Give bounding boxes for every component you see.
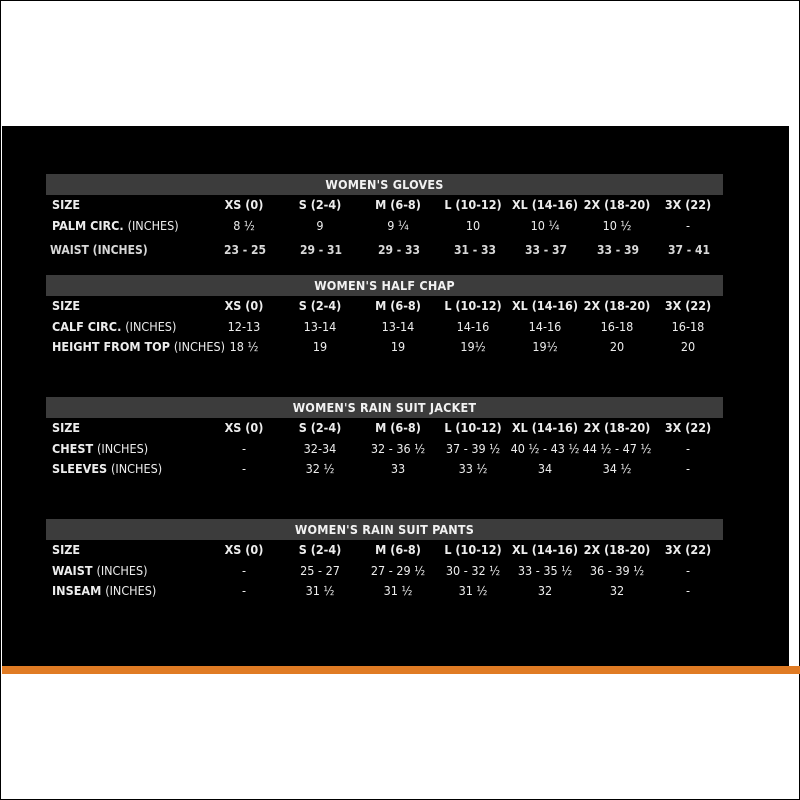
table-cell: 44 ½ - 47 ½ — [582, 440, 652, 456]
table-row — [46, 561, 723, 582]
table-cell: 27 - 29 ½ — [370, 562, 426, 578]
cut-row-value: 31 - 33 — [454, 243, 497, 257]
table-row — [46, 581, 723, 602]
table-cell: 10 ¼ — [530, 217, 560, 233]
size-cell: 2X (18-20) — [583, 420, 651, 435]
table-cell: - — [241, 562, 247, 578]
size-label: SIZE — [52, 542, 81, 557]
table-cell: 32 - 36 ½ — [370, 440, 426, 456]
table-title: WOMEN'S HALF CHAP — [46, 275, 723, 296]
gloves-table — [46, 174, 723, 236]
size-label: SIZE — [52, 420, 81, 435]
cut-row-value: 23 - 25 — [224, 243, 267, 257]
cut-row-value: 33 - 39 — [597, 243, 640, 257]
size-cell: S (2-4) — [298, 542, 342, 557]
size-cell: XS (0) — [224, 542, 264, 557]
cut-off-waist-row — [2, 243, 789, 261]
size-cell: XL (14-16) — [512, 298, 578, 313]
table-cell: 25 - 27 — [300, 562, 340, 578]
cut-row-value: 33 - 37 — [525, 243, 568, 257]
row-label: PALM CIRC. (INCHES) — [52, 217, 179, 233]
table-cell: 8 ½ — [233, 217, 255, 233]
table-cell: 10 — [465, 217, 481, 233]
table-cell: 31 ½ — [305, 583, 335, 598]
size-cell: M (6-8) — [375, 298, 421, 313]
cut-row-value: 37 - 41 — [668, 243, 711, 257]
table-row — [46, 216, 723, 237]
size-cell: 3X (22) — [664, 542, 712, 557]
table-cell: - — [241, 440, 247, 456]
table-cell: 32 ½ — [305, 461, 335, 476]
size-cell: S (2-4) — [298, 197, 342, 212]
table-row — [46, 439, 723, 460]
size-cell: 3X (22) — [664, 420, 712, 435]
table-title: WOMEN'S RAIN SUIT JACKET — [46, 397, 723, 418]
table-cell: - — [685, 562, 691, 578]
table-cell: 34 — [537, 461, 553, 476]
size-cell: 2X (18-20) — [583, 197, 651, 212]
size-cell: 2X (18-20) — [583, 298, 651, 313]
size-cell: L (10-12) — [444, 542, 502, 557]
table-title: WOMEN'S RAIN SUIT PANTS — [46, 519, 723, 540]
size-cell: L (10-12) — [444, 197, 502, 212]
size-cell: 3X (22) — [664, 298, 712, 313]
size-cell: M (6-8) — [375, 197, 421, 212]
size-cell: XS (0) — [224, 197, 264, 212]
table-cell: 40 ½ - 43 ½ — [510, 440, 580, 456]
table-row — [46, 459, 723, 480]
table-cell: - — [685, 583, 691, 598]
table-cell: 37 - 39 ½ — [445, 440, 501, 456]
table-cell: 19 — [312, 339, 328, 354]
table-cell: 14-16 — [456, 318, 490, 334]
size-cell: M (6-8) — [375, 542, 421, 557]
size-cell: XL (14-16) — [512, 420, 578, 435]
size-row — [46, 418, 723, 439]
table-cell: 13-14 — [381, 318, 415, 334]
table-cell: - — [241, 583, 247, 598]
size-row — [46, 296, 723, 317]
table-cell: 19 — [390, 339, 406, 354]
table-cell: 14-16 — [528, 318, 562, 334]
rain-suit-pants-table — [46, 519, 723, 602]
size-row — [46, 195, 723, 216]
size-cell: XL (14-16) — [512, 542, 578, 557]
size-chart-panel — [2, 126, 789, 666]
row-label: HEIGHT FROM TOP (INCHES) — [52, 339, 225, 354]
table-cell: 20 — [609, 339, 625, 354]
table-cell: - — [241, 461, 247, 476]
size-cell: XS (0) — [224, 420, 264, 435]
size-cell: XL (14-16) — [512, 197, 578, 212]
table-cell: 31 ½ — [383, 583, 413, 598]
table-cell: 10 ½ — [602, 217, 632, 233]
table-cell: - — [685, 217, 691, 233]
size-cell: S (2-4) — [298, 420, 342, 435]
table-cell: 32 — [537, 583, 553, 598]
size-cell: 2X (18-20) — [583, 542, 651, 557]
row-label: SLEEVES (INCHES) — [52, 461, 163, 476]
table-cell: 20 — [680, 339, 696, 354]
orange-accent-bar — [2, 666, 800, 674]
size-label: SIZE — [52, 197, 81, 212]
size-cell: L (10-12) — [444, 420, 502, 435]
cut-row-label: WAIST (INCHES) — [50, 243, 148, 257]
table-cell: 18 ½ — [229, 339, 259, 354]
row-label: INSEAM (INCHES) — [52, 583, 157, 598]
table-cell: 12-13 — [227, 318, 261, 334]
size-cell: M (6-8) — [375, 420, 421, 435]
size-label: SIZE — [52, 298, 81, 313]
size-cell: 3X (22) — [664, 197, 712, 212]
table-cell: 16-18 — [600, 318, 634, 334]
table-title: WOMEN'S GLOVES — [46, 174, 723, 195]
cut-row-value: 29 - 31 — [300, 243, 343, 257]
size-cell: L (10-12) — [444, 298, 502, 313]
size-row — [46, 540, 723, 561]
table-cell: 31 ½ — [458, 583, 488, 598]
size-cell: S (2-4) — [298, 298, 342, 313]
table-cell: 16-18 — [671, 318, 705, 334]
table-cell: 33 ½ — [458, 461, 488, 476]
table-cell: 36 - 39 ½ — [589, 562, 645, 578]
table-cell: 33 - 35 ½ — [517, 562, 573, 578]
row-label: CALF CIRC. (INCHES) — [52, 318, 177, 334]
table-cell: 9 ¼ — [387, 217, 409, 233]
table-cell: 19½ — [532, 339, 558, 354]
table-cell: 34 ½ — [602, 461, 632, 476]
table-cell: - — [685, 440, 691, 456]
cut-row-value: 29 - 33 — [378, 243, 421, 257]
table-cell: - — [685, 461, 691, 476]
half-chap-table — [46, 275, 723, 358]
table-row — [46, 317, 723, 338]
rain-suit-jacket-table — [46, 397, 723, 480]
table-cell: 33 — [390, 461, 406, 476]
row-label: CHEST (INCHES) — [52, 440, 149, 456]
table-cell: 13-14 — [303, 318, 337, 334]
table-cell: 32 — [609, 583, 625, 598]
row-label: WAIST (INCHES) — [52, 562, 148, 578]
table-cell: 30 - 32 ½ — [445, 562, 501, 578]
table-cell: 9 — [316, 217, 324, 233]
table-row — [46, 337, 723, 358]
table-cell: 19½ — [460, 339, 486, 354]
table-cell: 32-34 — [303, 440, 337, 456]
size-cell: XS (0) — [224, 298, 264, 313]
